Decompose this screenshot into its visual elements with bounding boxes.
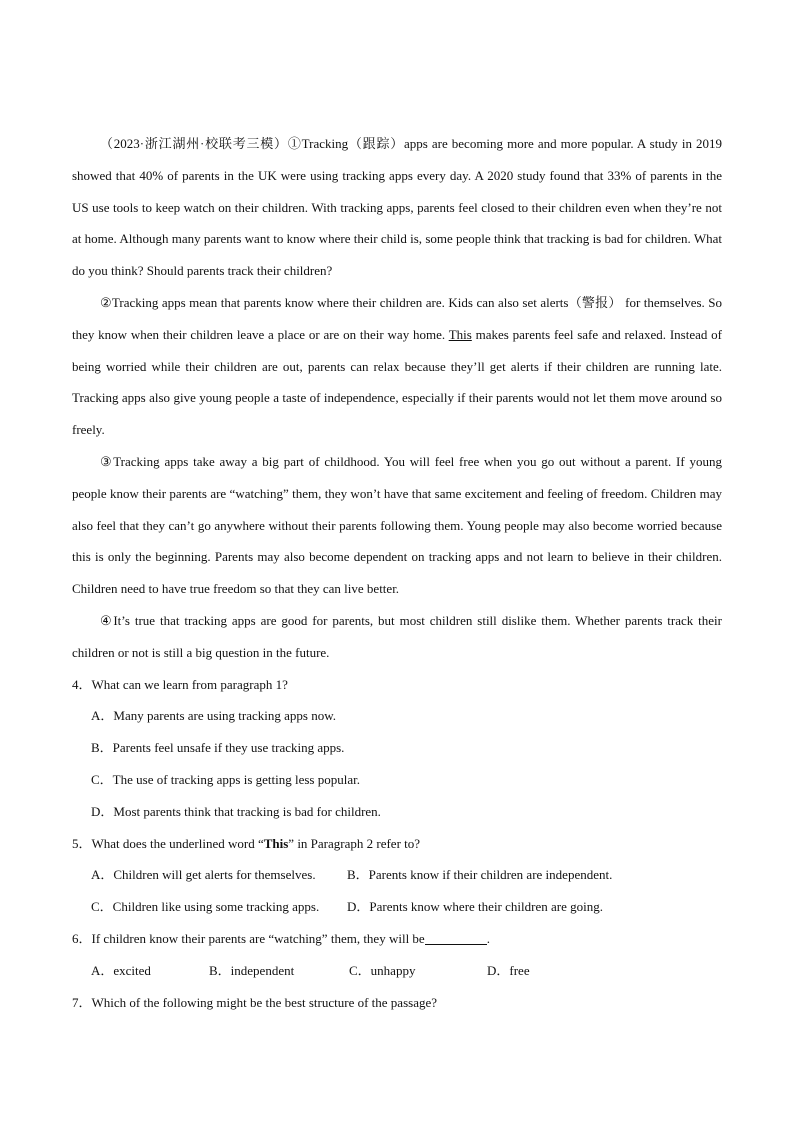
paragraph-marker: ①: [287, 136, 302, 151]
options-row: [72, 859, 722, 891]
question-number: 4．: [72, 676, 92, 692]
paragraph-text: makes parents feel safe and relaxed. Instead of being worried while their children are out, parents can relax because they’ll get alerts if their children are running late. Tracking apps also give young people a taste of independence, especially if their parents would not let them move around so freely.: [72, 326, 722, 438]
option-letter: C．: [91, 771, 113, 787]
option-letter: A．: [91, 867, 114, 883]
option-a[interactable]: [91, 955, 209, 987]
paragraph-text: Tracking apps take away a big part of childhood. You will feel free when you go out without a parent. If young people know their parents are “watching” them, they won’t have that same excitement and feeling of freedom. Children may also feel that they can’t go anywhere without their parents following them. Young people may also become worried because this is only the beginning. Parents may also become dependent on tracking apps and not learn to believe in their children. Children need to have true freedom so that they can live better.: [72, 453, 723, 597]
passage-paragraph-1: [72, 128, 722, 287]
option-text: Children like using some tracking apps.: [112, 899, 320, 915]
option-c[interactable]: [72, 764, 722, 796]
question-7: [72, 987, 722, 1019]
option-text: Parents know if their children are independent.: [368, 867, 613, 883]
option-text: Children will get alerts for themselves.: [113, 867, 316, 883]
option-letter: D．: [487, 962, 510, 978]
option-letter: C．: [91, 899, 113, 915]
paragraph-marker: ③: [100, 453, 114, 469]
passage-paragraph-4: [72, 605, 722, 669]
option-text: excited: [113, 962, 151, 978]
option-text: Parents feel unsafe if they use tracking apps.: [112, 740, 345, 756]
option-text: Many parents are using tracking apps now.: [113, 708, 337, 724]
passage-paragraph-2: [72, 287, 722, 446]
options-row: [72, 955, 722, 987]
underlined-word: This: [448, 326, 472, 342]
option-letter: B．: [347, 867, 369, 883]
question-5: [72, 828, 722, 860]
option-letter: D．: [347, 899, 370, 915]
option-letter: B．: [91, 740, 113, 756]
option-c[interactable]: [349, 955, 487, 987]
question-stem: If children know their parents are “watching” them, they will be: [91, 930, 425, 946]
question-6: [72, 923, 722, 955]
option-text: Parents know where their children are going.: [369, 899, 603, 915]
question-stem: .: [486, 930, 490, 946]
option-a[interactable]: [91, 859, 347, 891]
option-text: unhappy: [370, 962, 416, 978]
passage-paragraph-3: [72, 446, 722, 605]
option-letter: D．: [91, 803, 114, 819]
option-text: free: [509, 962, 530, 978]
option-letter: B．: [209, 962, 231, 978]
question-number: 7．: [72, 994, 92, 1010]
paragraph-text: It’s true that tracking apps are good for parents, but most children still dislike them. Whether parents track their children or not is still a big question in the future.: [72, 612, 723, 660]
question-stem: Which of the following might be the best structure of the passage?: [91, 994, 437, 1010]
question-number: 5．: [72, 835, 92, 851]
source-label: （2023·浙江湖州·校联考三模）: [100, 136, 288, 151]
option-text: independent: [230, 962, 295, 978]
options-row: [72, 891, 722, 923]
option-letter: A．: [91, 708, 114, 724]
option-c[interactable]: [91, 891, 347, 923]
option-b[interactable]: [209, 955, 349, 987]
option-b[interactable]: [347, 859, 612, 891]
option-letter: C．: [349, 962, 371, 978]
question-stem: What can we learn from paragraph 1?: [91, 676, 288, 692]
question-4: [72, 669, 722, 701]
exam-content: [72, 128, 722, 1018]
answer-blank[interactable]: [425, 930, 487, 945]
option-a[interactable]: [72, 700, 722, 732]
paragraph-text: Tracking apps mean that parents know where their children are. Kids can also set alerts（警报） for themselves. So they know when their children leave a place or are on their way home.: [72, 294, 722, 342]
question-number: 6．: [72, 930, 92, 946]
bold-word: This: [263, 835, 289, 851]
option-text: The use of tracking apps is getting less popular.: [112, 771, 360, 787]
option-d[interactable]: [72, 796, 722, 828]
option-b[interactable]: [72, 732, 722, 764]
question-stem: What does the underlined word “: [91, 835, 264, 851]
option-d[interactable]: [487, 955, 530, 987]
paragraph-marker: ②: [100, 294, 112, 310]
question-stem: ” in Paragraph 2 refer to?: [288, 835, 421, 851]
option-text: Most parents think that tracking is bad for children.: [113, 803, 381, 819]
option-d[interactable]: [347, 891, 603, 923]
paragraph-marker: ④: [100, 612, 114, 628]
option-letter: A．: [91, 962, 114, 978]
paragraph-text: Tracking（跟踪）apps are becoming more and more popular. A study in 2019 showed that 40% of parents in the UK were using tracking apps every day. A 2020 study found that 33% of parents in the US use tools to keep watch on their children. With tracking apps, parents feel closed to their children even when they’re not at home. Although many parents want to know where their child is, some people think that tracking is bad for children. What do you think? Should parents track their children?: [72, 136, 722, 279]
